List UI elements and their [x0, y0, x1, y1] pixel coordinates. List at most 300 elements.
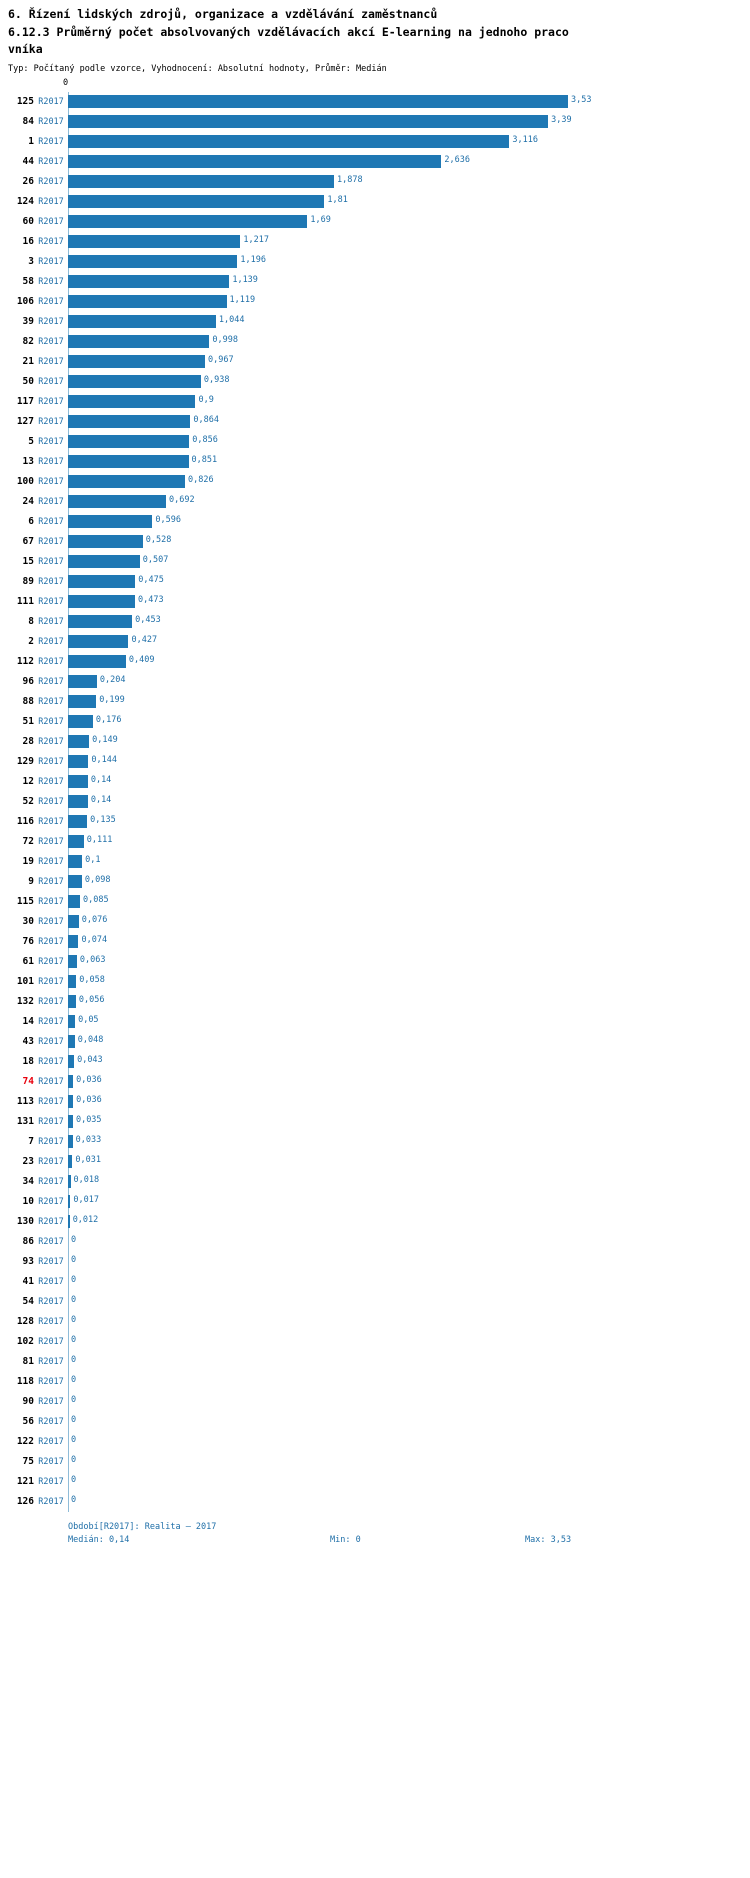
- table-row: [0, 272, 750, 292]
- bar-value-label: 0,528: [145, 535, 172, 546]
- bar-value-label: 0,409: [128, 655, 155, 666]
- period-label: R2017: [38, 1136, 64, 1147]
- table-row: [0, 1252, 750, 1272]
- bar: [68, 1115, 73, 1128]
- bar: [68, 655, 126, 668]
- table-row: [0, 1392, 750, 1412]
- table-row: [0, 712, 750, 732]
- bar: [68, 215, 307, 228]
- bar: [68, 415, 190, 428]
- table-row: [0, 832, 750, 852]
- table-row: [0, 972, 750, 992]
- bar-value-label: 0,031: [75, 1155, 101, 1166]
- period-label: R2017: [38, 416, 64, 427]
- bar: [68, 775, 88, 788]
- period-label: R2017: [38, 976, 64, 987]
- table-row: [0, 1292, 750, 1312]
- table-row: [0, 892, 750, 912]
- category-label: 113: [16, 1096, 34, 1108]
- bar-value-label: 0: [71, 1255, 77, 1266]
- period-label: R2017: [38, 156, 64, 167]
- bar-track: [68, 532, 750, 552]
- bar-track: [68, 1092, 750, 1112]
- period-label: R2017: [38, 756, 64, 767]
- period-label: R2017: [38, 136, 64, 147]
- bar-track: [68, 952, 750, 972]
- bar-track: [68, 1332, 750, 1352]
- table-row: [0, 692, 750, 712]
- bar: [68, 875, 82, 888]
- table-row: [0, 1032, 750, 1052]
- period-label: R2017: [38, 896, 64, 907]
- category-label: 26: [22, 176, 34, 188]
- bar: [68, 135, 509, 148]
- table-row: [0, 552, 750, 572]
- table-row: [0, 852, 750, 872]
- bar: [68, 195, 324, 208]
- table-row: [0, 1312, 750, 1332]
- footer-median: Medián: 0,14: [68, 1535, 130, 1546]
- bar-value-label: 0: [71, 1355, 77, 1366]
- period-label: R2017: [38, 1056, 64, 1067]
- bar: [68, 1175, 71, 1188]
- bar: [68, 1095, 73, 1108]
- category-label: 30: [22, 916, 34, 928]
- category-label: 115: [16, 896, 34, 908]
- period-label: R2017: [38, 596, 64, 607]
- table-row: [0, 172, 750, 192]
- table-row: [0, 1072, 750, 1092]
- table-row: [0, 1172, 750, 1192]
- bar: [68, 975, 76, 988]
- table-row: [0, 652, 750, 672]
- category-label: 58: [22, 276, 34, 288]
- bar-value-label: 0,176: [95, 715, 122, 726]
- bar-value-label: 0: [71, 1335, 77, 1346]
- bar-value-label: 0,036: [76, 1095, 102, 1106]
- bar-track: [68, 852, 750, 872]
- bar-value-label: 0,967: [207, 355, 234, 366]
- bar-track: [68, 1032, 750, 1052]
- bar: [68, 335, 209, 348]
- bar: [68, 1215, 70, 1228]
- bar-track: [68, 692, 750, 712]
- bar-track: [68, 572, 750, 592]
- bar-value-label: 0: [71, 1375, 77, 1386]
- category-label: 121: [16, 1476, 34, 1488]
- bar-value-label: 0: [71, 1295, 77, 1306]
- table-row: [0, 792, 750, 812]
- table-row: [0, 1492, 750, 1512]
- chart-subtitle: Typ: Počítaný podle vzorce, Vyhodnocení: Absolutní hodnoty, Průměr: Medián: [8, 64, 387, 75]
- bar: [68, 595, 135, 608]
- bar: [68, 755, 88, 768]
- bar: [68, 495, 166, 508]
- bar-value-label: 1,044: [218, 315, 245, 326]
- period-label: R2017: [38, 476, 64, 487]
- category-label: 111: [16, 596, 34, 608]
- category-label: 52: [22, 796, 34, 808]
- table-row: [0, 472, 750, 492]
- category-label: 12: [22, 776, 34, 788]
- bar-value-label: 2,636: [444, 155, 470, 166]
- category-label: 54: [22, 1296, 34, 1308]
- category-label: 1: [28, 136, 34, 148]
- bar-value-label: 0: [71, 1495, 77, 1506]
- bar-value-label: 0,864: [193, 415, 219, 426]
- bar-track: [68, 892, 750, 912]
- bar-value-label: 0,058: [79, 975, 105, 986]
- category-label: 126: [16, 1496, 34, 1508]
- period-label: R2017: [38, 636, 64, 647]
- category-label: 10: [22, 1196, 34, 1208]
- table-row: [0, 932, 750, 952]
- bar-track: [68, 812, 750, 832]
- category-label: 89: [22, 576, 34, 588]
- category-label: 90: [22, 1396, 34, 1408]
- category-label: 72: [22, 836, 34, 848]
- period-label: R2017: [38, 1276, 64, 1287]
- footer-period: Období[R2017]: Realita – 2017: [68, 1522, 217, 1533]
- period-label: R2017: [38, 496, 64, 507]
- period-label: R2017: [38, 1236, 64, 1247]
- bar-value-label: 3,53: [571, 95, 592, 106]
- period-label: R2017: [38, 676, 64, 687]
- bar-track: [68, 1052, 750, 1072]
- table-row: [0, 192, 750, 212]
- bar-value-label: 0,14: [90, 775, 112, 786]
- bar-track: [68, 612, 750, 632]
- category-label: 14: [22, 1016, 34, 1028]
- period-label: R2017: [38, 196, 64, 207]
- page-title-continued: vníka: [8, 42, 43, 57]
- bar-value-label: 0,063: [79, 955, 106, 966]
- bar-value-label: 0: [71, 1395, 77, 1406]
- table-row: [0, 592, 750, 612]
- bar-value-label: 1,878: [337, 175, 363, 186]
- bar-track: [68, 132, 750, 152]
- bar-track: [68, 292, 750, 312]
- category-label: 24: [22, 496, 34, 508]
- period-label: R2017: [38, 1416, 64, 1427]
- period-label: R2017: [38, 776, 64, 787]
- bar-track: [68, 1452, 750, 1472]
- bar-value-label: 0,453: [135, 615, 161, 626]
- period-label: R2017: [38, 1156, 64, 1167]
- bar-track: [68, 632, 750, 652]
- bar: [68, 615, 132, 628]
- bar-value-label: 1,119: [229, 295, 256, 306]
- category-label: 19: [22, 856, 34, 868]
- category-label: 129: [16, 756, 34, 768]
- category-label: 86: [22, 1236, 34, 1248]
- bar-track: [68, 652, 750, 672]
- category-label: 76: [22, 936, 34, 948]
- table-row: [0, 672, 750, 692]
- period-label: R2017: [38, 576, 64, 587]
- bar-track: [68, 372, 750, 392]
- category-label: 132: [16, 996, 34, 1008]
- category-label: 16: [22, 236, 34, 248]
- bar-track: [68, 1132, 750, 1152]
- bar-track: [68, 252, 750, 272]
- bar-value-label: 0: [71, 1235, 77, 1246]
- table-row: [0, 1052, 750, 1072]
- period-label: R2017: [38, 516, 64, 527]
- table-row: [0, 1212, 750, 1232]
- bar-value-label: 1,69: [310, 215, 331, 226]
- bar-track: [68, 592, 750, 612]
- bar-value-label: 0: [71, 1435, 77, 1446]
- bar: [68, 575, 135, 588]
- bar-track: [68, 1472, 750, 1492]
- category-label: 100: [16, 476, 34, 488]
- period-label: R2017: [38, 1456, 64, 1467]
- bar: [68, 395, 195, 408]
- period-label: R2017: [38, 1316, 64, 1327]
- bar-value-label: 3,116: [512, 135, 538, 146]
- bar-value-label: 3,39: [551, 115, 572, 126]
- bar-value-label: 0,036: [76, 1075, 102, 1086]
- bar-track: [68, 712, 750, 732]
- category-label: 82: [22, 336, 34, 348]
- period-label: R2017: [38, 616, 64, 627]
- bar-track: [68, 992, 750, 1012]
- table-row: [0, 392, 750, 412]
- bar-track: [68, 492, 750, 512]
- bar: [68, 995, 76, 1008]
- table-row: [0, 1412, 750, 1432]
- bar-track: [68, 872, 750, 892]
- table-row: [0, 872, 750, 892]
- category-label: 5: [28, 436, 34, 448]
- table-row: [0, 352, 750, 372]
- period-label: R2017: [38, 456, 64, 467]
- bar-track: [68, 312, 750, 332]
- bar-track: [68, 272, 750, 292]
- bar-track: [68, 1412, 750, 1432]
- table-row: [0, 372, 750, 392]
- bar-value-label: 0,05: [78, 1015, 99, 1026]
- table-row: [0, 1092, 750, 1112]
- period-label: R2017: [38, 1376, 64, 1387]
- table-row: [0, 332, 750, 352]
- category-label: 61: [22, 956, 34, 968]
- bar-value-label: 0: [71, 1455, 77, 1466]
- bar-track: [68, 732, 750, 752]
- category-label: 128: [16, 1316, 34, 1328]
- bar-rows: [0, 92, 750, 1512]
- category-label: 101: [16, 976, 34, 988]
- table-row: [0, 1432, 750, 1452]
- table-row: [0, 1132, 750, 1152]
- bar-track: [68, 1392, 750, 1412]
- bar: [68, 295, 227, 308]
- period-label: R2017: [38, 1396, 64, 1407]
- category-label: 131: [16, 1116, 34, 1128]
- bar-value-label: 0,199: [99, 695, 125, 706]
- table-row: [0, 752, 750, 772]
- bar: [68, 855, 82, 868]
- bar-value-label: 0,043: [77, 1055, 103, 1066]
- bar-value-label: 1,139: [232, 275, 258, 286]
- bar-track: [68, 512, 750, 532]
- bar: [68, 955, 77, 968]
- bar-track: [68, 832, 750, 852]
- period-label: R2017: [38, 716, 64, 727]
- period-label: R2017: [38, 1436, 64, 1447]
- footer-max: Max: 3,53: [525, 1535, 572, 1546]
- category-label: 2: [28, 636, 34, 648]
- category-label: 21: [22, 356, 34, 368]
- category-label: 81: [22, 1356, 34, 1368]
- period-label: R2017: [38, 936, 64, 947]
- table-row: [0, 512, 750, 532]
- bar: [68, 1055, 74, 1068]
- table-row: [0, 1332, 750, 1352]
- category-label: 13: [22, 456, 34, 468]
- bar: [68, 115, 548, 128]
- category-label: 34: [22, 1176, 34, 1188]
- bar-track: [68, 672, 750, 692]
- bar-track: [68, 412, 750, 432]
- table-row: [0, 212, 750, 232]
- bar: [68, 1075, 73, 1088]
- table-row: [0, 152, 750, 172]
- bar: [68, 535, 143, 548]
- period-label: R2017: [38, 396, 64, 407]
- period-label: R2017: [38, 356, 64, 367]
- bar: [68, 695, 96, 708]
- table-row: [0, 572, 750, 592]
- bar-track: [68, 1252, 750, 1272]
- category-label: 88: [22, 696, 34, 708]
- bar-value-label: 0,111: [86, 835, 113, 846]
- category-label: 74: [22, 1076, 34, 1088]
- bar-value-label: 0,074: [81, 935, 108, 946]
- table-row: [0, 1272, 750, 1292]
- period-label: R2017: [38, 736, 64, 747]
- category-label: 3: [28, 256, 34, 268]
- bar-value-label: 0,144: [91, 755, 117, 766]
- table-row: [0, 1472, 750, 1492]
- bar-value-label: 0,149: [92, 735, 118, 746]
- bar-track: [68, 1112, 750, 1132]
- bar: [68, 1155, 72, 1168]
- period-label: R2017: [38, 336, 64, 347]
- category-label: 7: [28, 1136, 34, 1148]
- table-row: [0, 292, 750, 312]
- period-label: R2017: [38, 436, 64, 447]
- category-label: 39: [22, 316, 34, 328]
- bar-value-label: 0,998: [212, 335, 238, 346]
- table-row: [0, 1452, 750, 1472]
- table-row: [0, 252, 750, 272]
- category-label: 56: [22, 1416, 34, 1428]
- period-label: R2017: [38, 96, 64, 107]
- table-row: [0, 1372, 750, 1392]
- period-label: R2017: [38, 376, 64, 387]
- bar: [68, 275, 229, 288]
- category-label: 124: [16, 196, 34, 208]
- table-row: [0, 812, 750, 832]
- bar-track: [68, 912, 750, 932]
- category-label: 130: [16, 1216, 34, 1228]
- table-row: [0, 992, 750, 1012]
- bar-track: [68, 552, 750, 572]
- bar-track: [68, 232, 750, 252]
- bar: [68, 675, 97, 688]
- period-label: R2017: [38, 796, 64, 807]
- bar: [68, 555, 140, 568]
- bar-track: [68, 1432, 750, 1452]
- bar-track: [68, 112, 750, 132]
- bar: [68, 95, 568, 108]
- category-label: 93: [22, 1256, 34, 1268]
- table-row: [0, 412, 750, 432]
- period-label: R2017: [38, 176, 64, 187]
- bar-track: [68, 1012, 750, 1032]
- category-label: 60: [22, 216, 34, 228]
- bar-track: [68, 92, 750, 112]
- bar-value-label: 0,012: [72, 1215, 99, 1226]
- chart-area: [0, 78, 750, 1512]
- bar-value-label: 0,856: [192, 435, 218, 446]
- bar: [68, 255, 237, 268]
- bar: [68, 895, 80, 908]
- bar-track: [68, 452, 750, 472]
- category-label: 28: [22, 736, 34, 748]
- table-row: [0, 612, 750, 632]
- period-label: R2017: [38, 316, 64, 327]
- bar-value-label: 0,473: [138, 595, 164, 606]
- period-label: R2017: [38, 656, 64, 667]
- bar-value-label: 0: [71, 1315, 77, 1326]
- bar-value-label: 0,098: [84, 875, 111, 886]
- bar-value-label: 0,033: [75, 1135, 102, 1146]
- category-label: 84: [22, 116, 34, 128]
- bar: [68, 935, 78, 948]
- bar: [68, 795, 88, 808]
- table-row: [0, 232, 750, 252]
- category-label: 67: [22, 536, 34, 548]
- bar-track: [68, 1372, 750, 1392]
- bar-track: [68, 1352, 750, 1372]
- category-label: 117: [16, 396, 34, 408]
- bar-track: [68, 752, 750, 772]
- table-row: [0, 132, 750, 152]
- bar-value-label: 0,9: [198, 395, 214, 406]
- bar: [68, 355, 205, 368]
- table-row: [0, 1232, 750, 1252]
- bar-track: [68, 972, 750, 992]
- category-label: 118: [16, 1376, 34, 1388]
- period-label: R2017: [38, 1116, 64, 1127]
- period-label: R2017: [38, 1256, 64, 1267]
- bar: [68, 235, 240, 248]
- bar-value-label: 0,938: [203, 375, 230, 386]
- bar-value-label: 1,196: [240, 255, 266, 266]
- bar-value-label: 0,14: [90, 795, 112, 806]
- bar-value-label: 0,596: [155, 515, 181, 526]
- bar-track: [68, 1152, 750, 1172]
- bar-track: [68, 1312, 750, 1332]
- category-label: 75: [22, 1456, 34, 1468]
- category-label: 51: [22, 716, 34, 728]
- bar: [68, 1015, 75, 1028]
- bar-track: [68, 152, 750, 172]
- bar-track: [68, 792, 750, 812]
